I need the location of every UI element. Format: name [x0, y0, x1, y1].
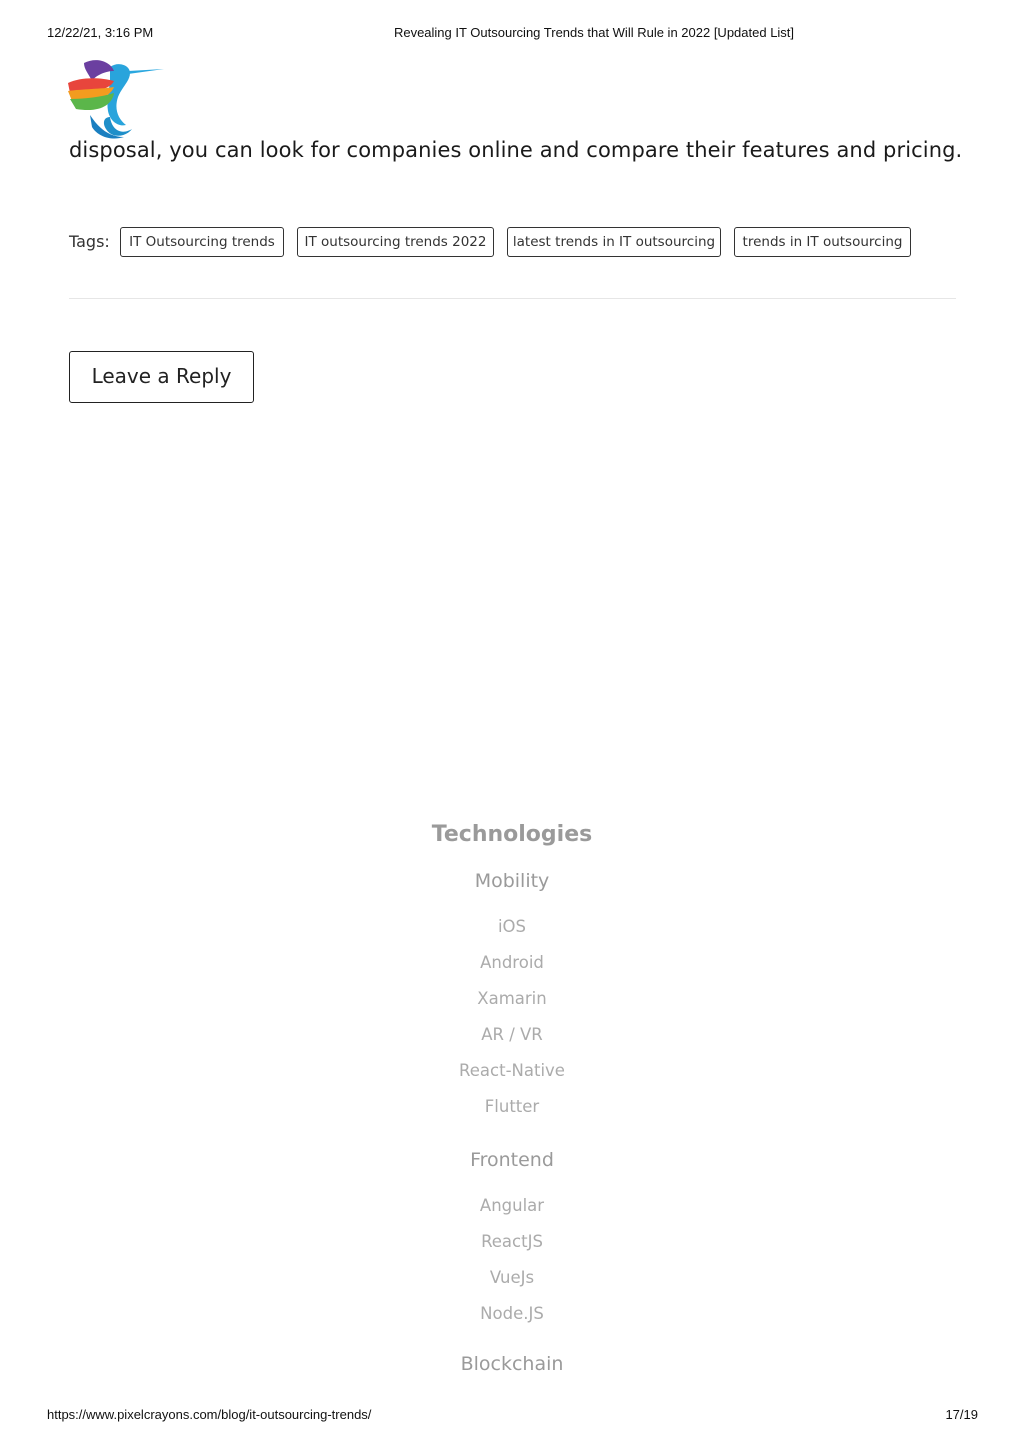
tag-link[interactable]: IT Outsourcing trends [120, 227, 284, 257]
footer-section-title[interactable]: Blockchain [460, 1353, 564, 1375]
tags-row [69, 227, 969, 259]
hummingbird-logo-icon [66, 57, 166, 141]
tags-label: Tags: [69, 232, 110, 251]
footer-section-title[interactable]: Frontend [470, 1149, 554, 1171]
print-page-title: Revealing IT Outsourcing Trends that Will Rule in 2022 [Updated List] [393, 25, 795, 40]
tag-link[interactable]: latest trends in IT outsourcing [507, 227, 721, 257]
section-divider [69, 298, 956, 299]
footer-link[interactable]: Xamarin [477, 989, 547, 1008]
site-logo[interactable] [66, 57, 166, 141]
footer-section-title[interactable]: Mobility [474, 870, 550, 892]
footer-link[interactable]: Android [480, 953, 544, 972]
print-page-number: 17/19 [945, 1407, 978, 1422]
footer-heading: Technologies [431, 822, 593, 847]
footer-link[interactable]: Node.JS [480, 1304, 544, 1323]
print-datetime: 12/22/21, 3:16 PM [47, 25, 154, 40]
leave-reply-button[interactable]: Leave a Reply [69, 351, 254, 403]
tag-link[interactable]: IT outsourcing trends 2022 [297, 227, 494, 257]
footer-link[interactable]: AR / VR [481, 1025, 543, 1044]
footer-link[interactable]: ReactJS [481, 1232, 543, 1251]
footer-link[interactable]: Angular [479, 1196, 545, 1215]
footer-link[interactable]: iOS [497, 917, 527, 936]
print-url: https://www.pixelcrayons.com/blog/it-outsourcing-trends/ [47, 1407, 372, 1422]
footer-link[interactable]: React-Native [459, 1061, 565, 1080]
footer-link[interactable]: Flutter [484, 1097, 540, 1116]
article-body-text: disposal, you can look for companies online and compare their features and pricing. [69, 138, 963, 162]
tag-link[interactable]: trends in IT outsourcing [734, 227, 911, 257]
footer-link[interactable]: VueJs [489, 1268, 535, 1287]
